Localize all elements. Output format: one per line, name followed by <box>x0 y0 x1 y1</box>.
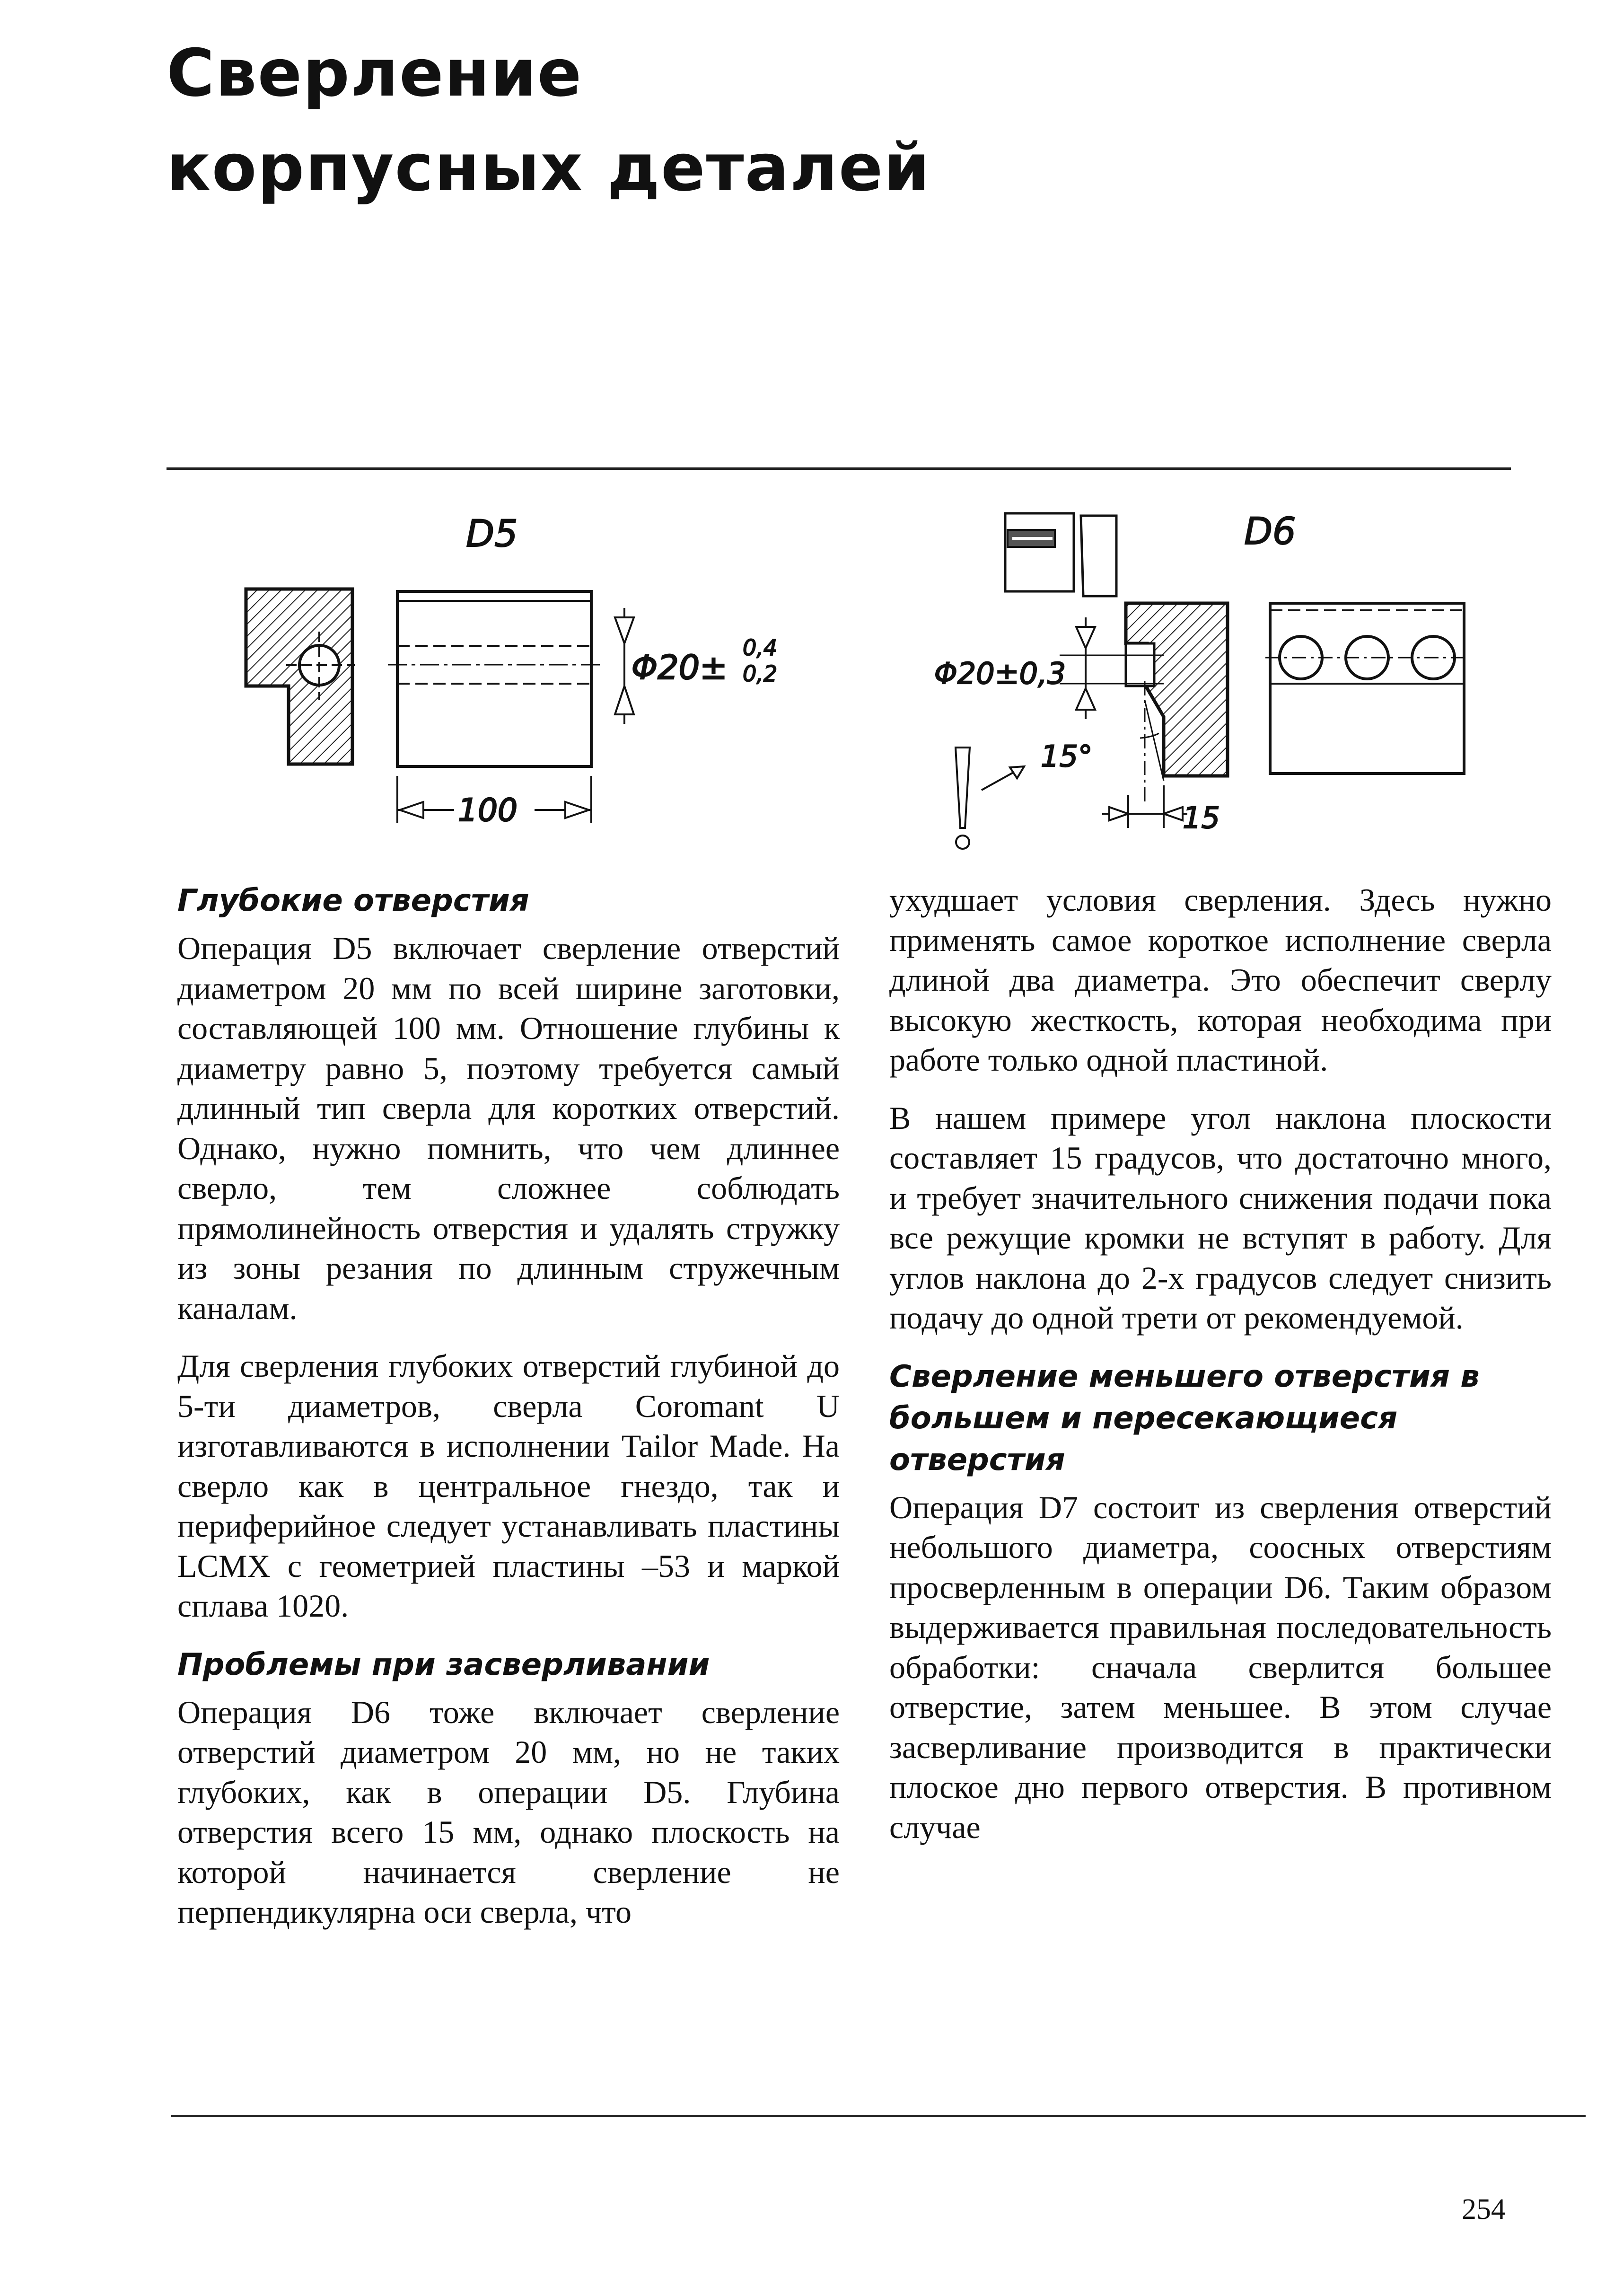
d5-length-label: 100 <box>458 792 518 828</box>
title-line-2: корпусных деталей <box>167 130 931 206</box>
page-number: 254 <box>1462 2193 1506 2226</box>
figure-d5-label: D5 <box>466 513 518 555</box>
d5-diameter-label: Φ20± <box>632 648 728 687</box>
d5-tolerance-upper: 0,4 <box>743 635 778 660</box>
paragraph-drill-length: ухудшает условия сверления. Здесь нужно применять самое короткое исполнение сверла длиной два диаметра. Это обеспечит сверлу высокую жесткость, которая необходима при работе только одной пластиной. <box>889 882 1552 1078</box>
figure-d5 <box>227 511 842 852</box>
d6-angle-label: 15° <box>1041 739 1093 774</box>
right-column <box>889 880 1552 1865</box>
heading-smaller-holes: Сверление меньшего отверстия в большем и пересекающиеся отверстия <box>889 1359 1480 1478</box>
d5-tolerance-lower: 0,2 <box>743 661 778 686</box>
d6-diameter-label: Φ20±0,3 <box>934 656 1066 691</box>
d6-tool-holder <box>1005 513 1074 591</box>
left-column <box>177 880 840 1950</box>
heading-problems: Проблемы при засверливании <box>177 1647 710 1682</box>
d6-depth-label: 15 <box>1183 801 1220 835</box>
bottom-divider <box>171 2115 1586 2117</box>
figure-d6 <box>918 501 1514 861</box>
paragraph-d7: Операция D7 состоит из сверления отверстий небольшого диаметра, соосных отверстиям просверленным в операции D6. Таким образом выдерживается правильная последовательность обработки: сначала сверлится большее отверстие, затем меньшее. В этом случае засверливание производится в практически плоское дно первого отверстия. В противном случае <box>889 1489 1552 1845</box>
title-line-1: Сверление <box>167 35 583 111</box>
paragraph-coromant: Для сверления глубоких отверстий глубиной до 5-ти диаметров, сверла Coromant U изготавливаются в исполнении Tailor Made. На сверло как в центральное гнездо, так и периферийное следует устанавливать пластины LCMX с геометрией пластины –53 и маркой сплава 1020. <box>177 1348 840 1624</box>
d6-section-body <box>1126 603 1228 776</box>
d6-side-view <box>1270 603 1464 774</box>
heading-deep-holes: Глубокие отверстия <box>177 883 529 918</box>
top-divider <box>167 467 1511 470</box>
paragraph-d5: Операция D5 включает сверление отверстий диаметром 20 мм по всей ширине заготовки, составляющей 100 мм. Отношение глубины к диаметру равно 5, поэтому требуется самый длинный тип сверла для коротких отверстий. Однако, нужно помнить, что чем длиннее сверло, тем сложнее соблюдать прямолинейность отверстия и удалять стружку из зоны резания по длинным стружечным каналам. <box>177 930 840 1326</box>
d5-side-view <box>397 591 591 766</box>
page-title <box>167 26 930 215</box>
paragraph-d6: Операция D6 тоже включает сверление отверстий диаметром 20 мм, но не таких глубоких, как в операции D5. Глубина отверстия всего 15 мм, однако плоскость на которой начинается сверление не перпендикулярна оси сверла, что <box>177 1694 840 1930</box>
paragraph-angle: В нашем примере угол наклона плоскости составляет 15 градусов, что достаточно много, и требует значительного снижения подачи пока все режущие кромки не вступят в работу. Для углов наклона до 2-х градусов следует снизить подачу до одной трети от рекомендуемой. <box>889 1100 1552 1336</box>
figure-d6-label: D6 <box>1244 510 1296 553</box>
